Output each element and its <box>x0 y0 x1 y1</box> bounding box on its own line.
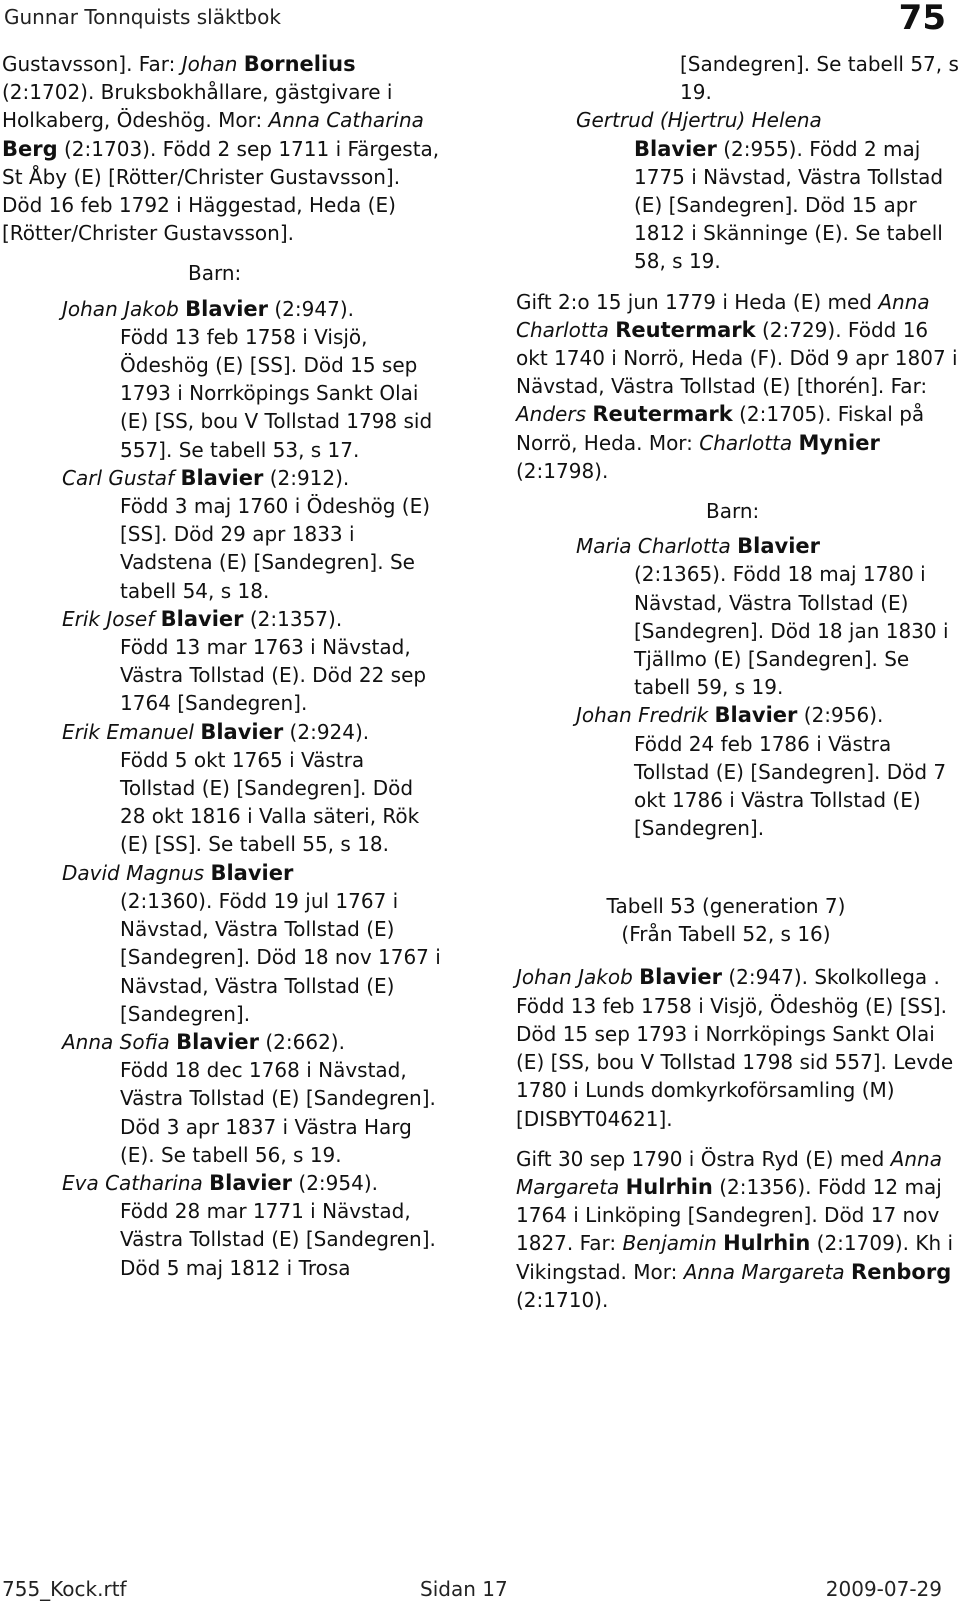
surname: Blavier <box>737 534 820 559</box>
text: (2:955). Född 2 maj 1775 i Nävstad, Västra Tollstad (E) [Sandegren]. Död 15 apr 1812 i Skänninge (E). Se tabell 58, s 19. <box>634 136 944 274</box>
surname: Renborg <box>851 1259 952 1284</box>
child-entry <box>516 532 960 701</box>
child-details: [Sandegren]. Se tabell 57, s 19. <box>680 52 959 105</box>
given-name: Anders <box>516 402 586 427</box>
surname: Blavier <box>209 1170 293 1195</box>
surname: Blavier <box>639 965 723 990</box>
ref: (2:947). <box>274 296 354 321</box>
surname: Blavier <box>210 860 294 885</box>
book-title: Gunnar Tonnquists släktbok <box>4 5 281 29</box>
surname: Berg <box>2 136 58 161</box>
child-details: Född 24 feb 1786 i Västra Tollstad (E) [Sandegren]. Död 7 okt 1786 i Västra Tollstad (E) [Sandegren]. <box>634 731 947 841</box>
text: (2:1356). Född 12 maj 1764 i Linköping [Sandegren]. Död 17 nov 1827. Far: <box>516 1174 942 1256</box>
given-name: Anna Catharina <box>268 108 424 133</box>
child-name-line <box>576 106 960 134</box>
child-name-line <box>576 701 960 729</box>
ref: (2:912). <box>269 465 350 490</box>
text: Gift 2:o 15 jun 1779 i Heda (E) med <box>516 289 879 314</box>
marriage-paragraph <box>516 288 960 485</box>
child-details: (2:1365). Född 18 maj 1780 i Nävstad, Västra Tollstad (E) [Sandegren]. Död 18 jan 1830 i Tjällmo (E) [Sandegren]. Se tabell 59, s 19. <box>634 562 949 700</box>
ref: (2:954). <box>298 1170 378 1195</box>
given-name: Anna Margareta <box>683 1259 845 1284</box>
child-details <box>576 135 960 276</box>
surname: Blavier <box>160 606 244 631</box>
surname: Reutermark <box>615 317 756 342</box>
surname: Blavier <box>176 1029 259 1054</box>
given-name: Anna Margareta <box>516 1146 942 1199</box>
child-entry <box>2 295 442 464</box>
given-name: Anna Charlotta <box>516 289 930 342</box>
child-entry <box>2 718 442 859</box>
surname: Hulrhin <box>625 1174 713 1199</box>
text: Gift 30 sep 1790 i Östra Ryd (E) med <box>516 1146 891 1171</box>
children-heading: Barn: <box>188 261 242 286</box>
text: (2:1703). Född 2 sep 1711 i Färgesta, St Åby (E) [Rötter/Christer Gustavsson]. Död 16 feb 1792 i Häggestad, Heda (E) [Rötter/Christer Gustavsson]. <box>2 136 440 246</box>
child-name-line <box>62 718 442 746</box>
marriage-paragraph <box>516 1145 960 1314</box>
text: (2:947). Skolkollega . Född 13 feb 1758 i Visjö, Ödeshög (E) [SS]. Död 15 sep 1793 i Norrköpings Sankt Olai (E) [SS, bou V Tollstad 1798 sid 557]. Levde 1780 i Lunds domkyrkoförsamling (M) [DISBYT04621]. <box>516 965 954 1131</box>
child-entry <box>2 1169 442 1282</box>
left-column <box>2 50 442 1282</box>
table-title: Tabell 53 (generation 7) <box>606 894 846 919</box>
table-heading <box>516 892 960 948</box>
surname: Blavier <box>180 465 264 490</box>
page-number: 75 <box>898 0 946 38</box>
given-name: Johan Jakob <box>62 296 179 321</box>
given-name: Johan Jakob <box>516 965 633 990</box>
child-name-line <box>62 1028 442 1056</box>
children-heading: Barn: <box>706 499 760 524</box>
surname: Bornelius <box>243 52 356 76</box>
ref: (2:662). <box>265 1029 345 1054</box>
child-name-line <box>62 1169 442 1197</box>
surname: Hulrhin <box>723 1231 811 1256</box>
child-entry <box>2 464 442 605</box>
text: (2:1710). <box>516 1287 609 1312</box>
given-name: Gertrud (Hjertru) Helena <box>576 108 822 133</box>
person-paragraph <box>516 963 960 1132</box>
footer-date: 2009-07-29 <box>825 1577 942 1601</box>
given-name: Anna Sofia <box>62 1029 170 1054</box>
child-details: (2:1360). Född 19 jul 1767 i Nävstad, Västra Tollstad (E) [Sandegren]. Död 18 nov 1767 i Nävstad, Västra Tollstad (E) [Sandegren]. <box>120 888 441 1026</box>
child-details: Född 3 maj 1760 i Ödeshög (E) [SS]. Död 29 apr 1833 i Vadstena (E) [Sandegren]. Se tabell 54, s 18. <box>120 494 431 603</box>
surname: Blavier <box>185 296 269 321</box>
child-details: Född 13 mar 1763 i Nävstad, Västra Tollstad (E). Död 22 sep 1764 [Sandegren]. <box>120 635 427 716</box>
ref: (2:1357). <box>249 606 343 631</box>
given-name: David Magnus <box>62 860 205 885</box>
child-name-line <box>62 295 442 323</box>
child-details: Född 5 okt 1765 i Västra Tollstad (E) [Sandegren]. Död 28 okt 1816 i Valla säteri, Rök (E) [SS]. Se tabell 55, s 18. <box>120 747 420 857</box>
surname: Blavier <box>200 719 284 744</box>
given-name: Benjamin <box>622 1231 717 1256</box>
child-details: Född 18 dec 1768 i Nävstad, Västra Tollstad (E) [Sandegren]. Död 3 apr 1837 i Västra Harg (E). Se tabell 56, s 19. <box>120 1058 436 1167</box>
footer-page: Sidan 17 <box>420 1577 508 1601</box>
child-entry <box>516 701 960 842</box>
ref: (2:956). <box>803 703 884 728</box>
child-name-line <box>576 532 960 560</box>
surname: Blavier <box>714 703 798 728</box>
given-name: Maria Charlotta <box>576 534 731 559</box>
child-details: Född 28 mar 1771 i Nävstad, Västra Tollstad (E) [Sandegren]. Död 5 maj 1812 i Trosa <box>120 1199 436 1280</box>
child-entry <box>2 605 442 718</box>
right-column <box>516 50 960 1326</box>
given-name: Erik Emanuel <box>62 719 194 744</box>
text: Gustavsson]. Far: <box>2 52 182 76</box>
surname: Mynier <box>798 430 880 455</box>
given-name: Carl Gustaf <box>62 465 175 490</box>
surname: Blavier <box>634 136 717 161</box>
intro-paragraph <box>2 50 442 247</box>
text: (2:1798). <box>516 458 609 483</box>
given-name: Johan Fredrik <box>576 703 709 728</box>
child-entry <box>516 106 960 275</box>
child-entry-continued <box>516 50 960 106</box>
text: (2:1705). Fiskal på Norrö, Heda. Mor: <box>516 402 925 455</box>
child-name-line <box>62 859 442 887</box>
child-name-line <box>62 605 442 633</box>
surname: Reutermark <box>592 402 733 427</box>
footer-filename: 755_Kock.rtf <box>2 1577 127 1601</box>
text: (2:1709). Kh i Vikingstad. Mor: <box>516 1231 954 1284</box>
given-name: Johan <box>181 52 238 76</box>
child-details: Född 13 feb 1758 i Visjö, Ödeshög (E) [SS]. Död 15 sep 1793 i Norrköpings Sankt Olai (E) [SS, bou V Tollstad 1798 sid 557]. Se tabell 53, s 17. <box>120 324 433 462</box>
given-name: Erik Josef <box>62 606 155 631</box>
table-source: (Från Tabell 52, s 16) <box>621 922 831 947</box>
child-entry <box>2 859 442 1028</box>
child-name-line <box>62 464 442 492</box>
given-name: Charlotta <box>699 430 793 455</box>
text: (2:1702). Bruksbokhållare, gästgivare i Holkaberg, Ödeshög. Mor: <box>2 80 393 133</box>
given-name: Eva Catharina <box>62 1170 203 1195</box>
text: (2:729). Född 16 okt 1740 i Norrö, Heda (F). Död 9 apr 1807 i Nävstad, Västra Tollstad (E) [thorén]. Far: <box>516 317 958 399</box>
child-entry <box>2 1028 442 1169</box>
ref: (2:924). <box>289 719 370 744</box>
